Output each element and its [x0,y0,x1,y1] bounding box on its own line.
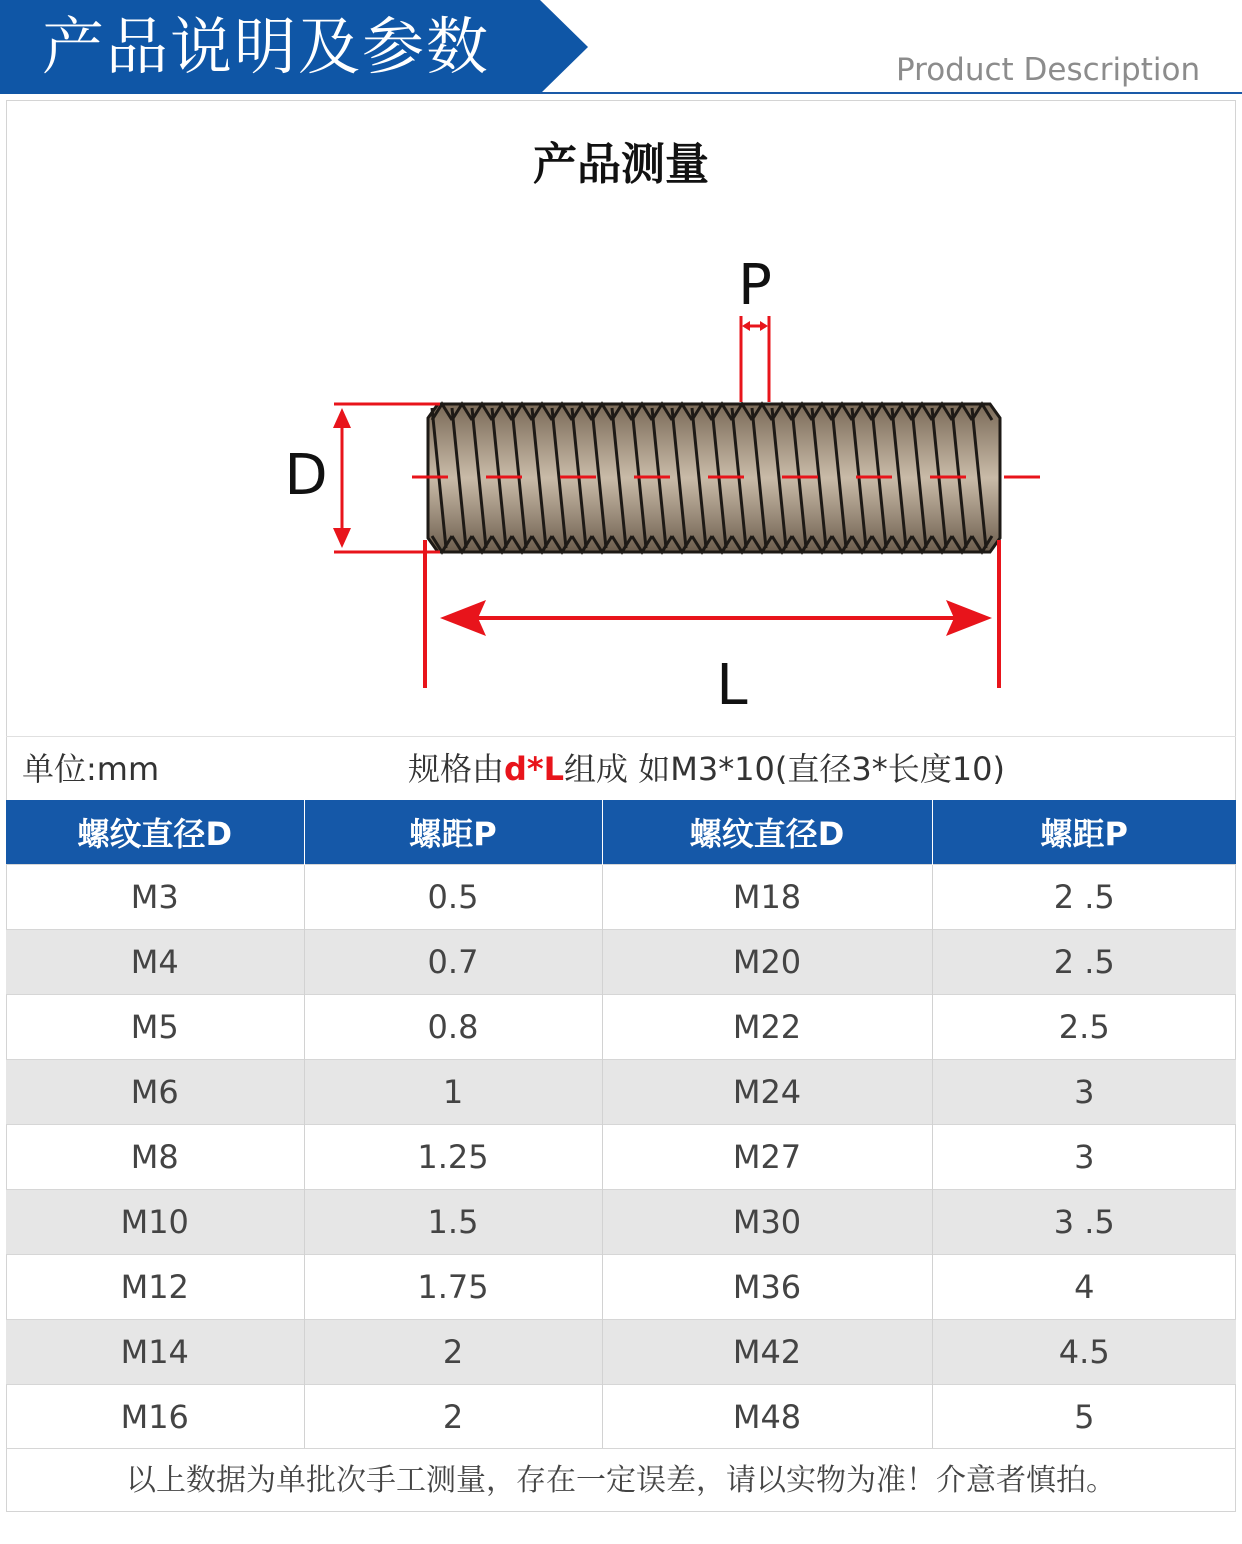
table-cell: M20 [602,930,932,995]
page-subtitle: Product Description [896,52,1201,88]
table-header-row [6,800,1236,865]
table-row [6,1060,1236,1125]
table-cell: 1.5 [304,1190,602,1255]
table-cell: M5 [6,995,304,1060]
table-cell: M36 [602,1255,932,1320]
table-row [6,1125,1236,1190]
table-cell: M4 [6,930,304,995]
table-cell: 1 [304,1060,602,1125]
spec-note-suffix: 组成 如M3*10(直径3*长度10) [564,750,1005,788]
table-cell: M6 [6,1060,304,1125]
length-dimension [425,540,999,688]
table-cell: 3 [932,1060,1236,1125]
spec-info-row [6,736,1236,801]
table-cell: 5 [932,1385,1236,1450]
header-pitch-2: 螺距P [932,800,1236,865]
table-row [6,1190,1236,1255]
table-cell: M16 [6,1385,304,1450]
table-cell: M30 [602,1190,932,1255]
table-row [6,1255,1236,1320]
table-row [6,1320,1236,1385]
header-pitch: 螺距P [304,800,602,865]
header-thread-diameter-2: 螺纹直径D [602,800,932,865]
table-cell: M10 [6,1190,304,1255]
table-cell: 1.75 [304,1255,602,1320]
table-cell: M48 [602,1385,932,1450]
table-cell: 4 [932,1255,1236,1320]
table-cell: 1.25 [304,1125,602,1190]
table-cell: 2 [304,1320,602,1385]
table-cell: 3 .5 [932,1190,1236,1255]
diagram-title: 产品测量 [533,139,709,190]
unit-label: 单位:mm [22,750,160,788]
header-thread-diameter: 螺纹直径D [6,800,304,865]
table-row [6,930,1236,995]
table-cell: M14 [6,1320,304,1385]
table-cell: M3 [6,865,304,930]
diameter-label: D [284,443,328,508]
thread-diagram [0,0,1242,740]
table-cell: 0.5 [304,865,602,930]
table-cell: 2.5 [932,995,1236,1060]
table-cell: 2 [304,1385,602,1450]
table-cell: M22 [602,995,932,1060]
table-cell: M24 [602,1060,932,1125]
spec-note-highlight: d*L [504,750,565,788]
table-cell: 2 .5 [932,930,1236,995]
table-cell: M8 [6,1125,304,1190]
table-cell: M12 [6,1255,304,1320]
table-cell: M27 [602,1125,932,1190]
table-row [6,995,1236,1060]
table-cell: 0.7 [304,930,602,995]
page-title: 产品说明及参数 [42,10,491,83]
table-cell: M42 [602,1320,932,1385]
spec-note-prefix: 规格由 [408,750,505,788]
table-row [6,865,1236,930]
table-row [6,1385,1236,1450]
table-cell: 4.5 [932,1320,1236,1385]
table-cell: 0.8 [304,995,602,1060]
pitch-label: P [738,253,772,318]
spec-note [408,749,1005,789]
table-cell: 2 .5 [932,865,1236,930]
thread-spec-table [6,800,1236,1449]
disclaimer-note: 以上数据为单批次手工测量，存在一定误差，请以实物为准！介意者慎拍。 [6,1448,1236,1513]
table-cell: 3 [932,1125,1236,1190]
length-label: L [716,653,748,718]
table-cell: M18 [602,865,932,930]
pitch-dimension [741,316,769,402]
